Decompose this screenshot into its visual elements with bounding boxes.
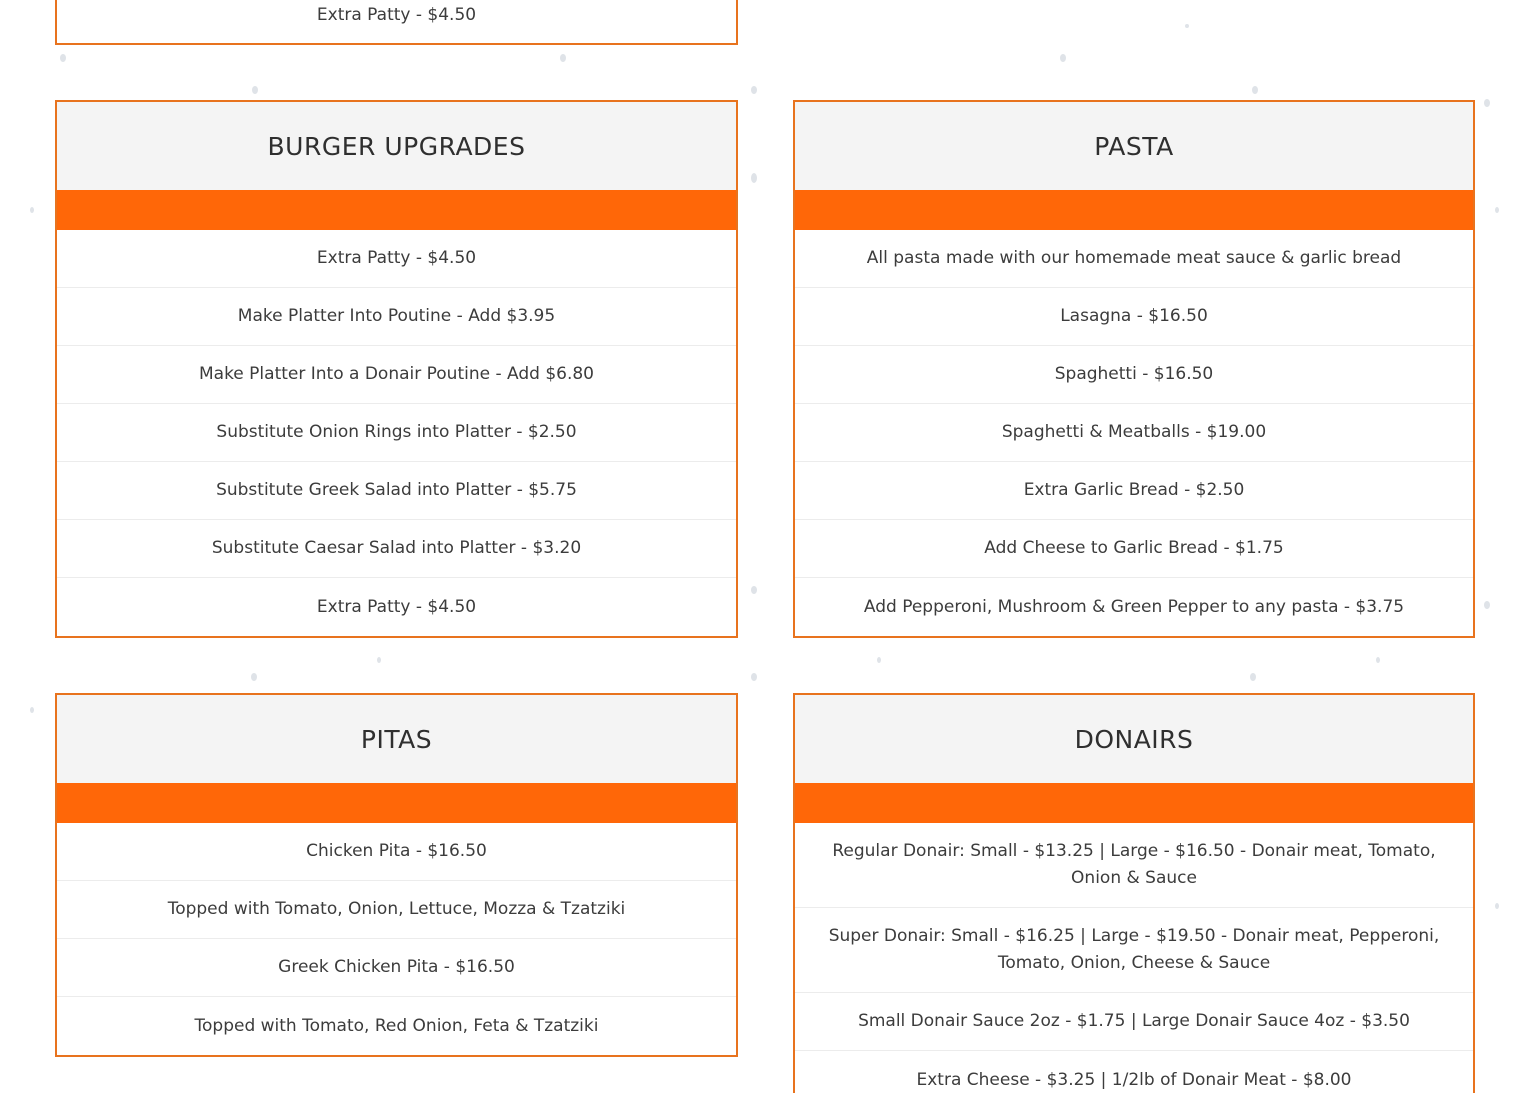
menu-note: All pasta made with our homemade meat sauce & garlic bread: [795, 230, 1473, 288]
card-title: PASTA: [795, 102, 1473, 190]
accent-band: [57, 783, 736, 823]
menu-item: Extra Patty - $4.50: [316, 596, 477, 617]
accent-band: [795, 783, 1473, 823]
menu-item: Super Donair: Small - $16.25 | Large - $19.50 - Donair meat, Pepperoni, Tomato, Onion, Cheese & Sauce: [795, 908, 1473, 993]
menu-item: Make Platter Into a Donair Poutine - Add $6.80: [57, 346, 736, 404]
menu-card-donairs: [793, 693, 1475, 1093]
card-title: BURGER UPGRADES: [57, 102, 736, 190]
menu-item: Spaghetti & Meatballs - $19.00: [795, 404, 1473, 462]
menu-item: Chicken Pita - $16.50: [57, 823, 736, 881]
card-title: DONAIRS: [795, 695, 1473, 783]
menu-item: Small Donair Sauce 2oz - $1.75 | Large Donair Sauce 4oz - $3.50: [795, 993, 1473, 1051]
menu-card-pitas: [55, 693, 738, 1057]
menu-card-burger-upgrades: [55, 100, 738, 638]
menu-card-partial: [55, 0, 738, 45]
menu-card-pasta: [793, 100, 1475, 638]
card-title: PITAS: [57, 695, 736, 783]
accent-band: [57, 190, 736, 230]
menu-item-description: Topped with Tomato, Red Onion, Feta & Tzatziki: [194, 1015, 599, 1036]
menu-item: Lasagna - $16.50: [795, 288, 1473, 346]
menu-item: Add Cheese to Garlic Bread - $1.75: [795, 520, 1473, 578]
menu-item: Greek Chicken Pita - $16.50: [57, 939, 736, 997]
menu-item: Extra Patty - $4.50: [316, 5, 477, 25]
menu-item: Extra Cheese - $3.25 | 1/2lb of Donair Meat - $8.00: [916, 1069, 1352, 1090]
menu-item: Extra Patty - $4.50: [57, 230, 736, 288]
menu-item: Make Platter Into Poutine - Add $3.95: [57, 288, 736, 346]
accent-band: [795, 190, 1473, 230]
menu-item: Extra Garlic Bread - $2.50: [795, 462, 1473, 520]
menu-item: Add Pepperoni, Mushroom & Green Pepper to any pasta - $3.75: [863, 596, 1405, 617]
menu-item: Substitute Greek Salad into Platter - $5.75: [57, 462, 736, 520]
menu-item: Substitute Onion Rings into Platter - $2.50: [57, 404, 736, 462]
menu-item-description: Topped with Tomato, Onion, Lettuce, Mozza & Tzatziki: [57, 881, 736, 939]
menu-item: Spaghetti - $16.50: [795, 346, 1473, 404]
menu-item: Regular Donair: Small - $13.25 | Large - $16.50 - Donair meat, Tomato, Onion & Sauce: [795, 823, 1473, 908]
menu-item: Substitute Caesar Salad into Platter - $3.20: [57, 520, 736, 578]
